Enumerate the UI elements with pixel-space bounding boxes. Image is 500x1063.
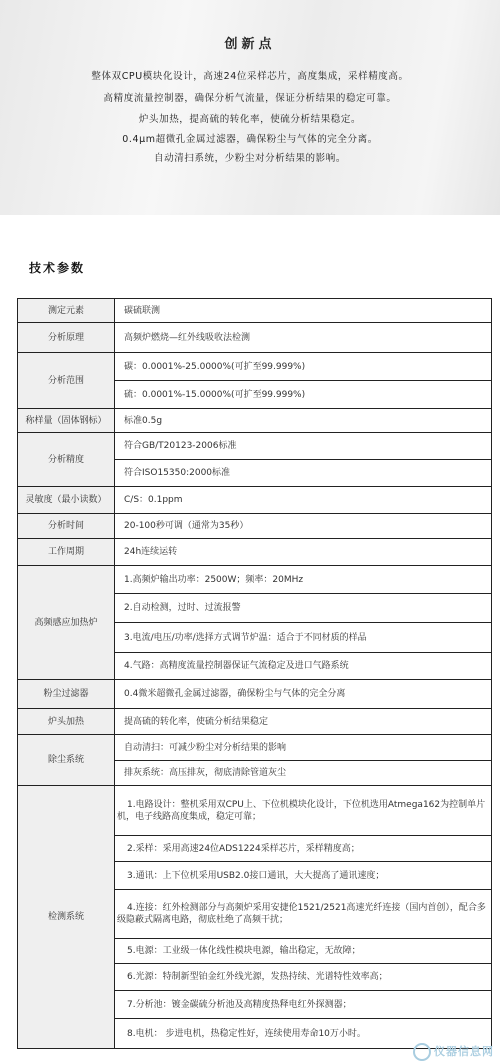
table-row	[18, 539, 492, 566]
spec-value: 提高硫的转化率，使硫分析结果稳定	[115, 709, 492, 735]
table-row	[18, 353, 492, 381]
spec-value: 1.电路设计：整机采用双CPU上、下位机模块化设计，下位机选用Atmega162为控制单片机，电子线路高度集成，稳定可靠；	[115, 786, 492, 836]
spec-value: 4.连接：红外检测部分与高频炉采用安捷伦1521/2521高速光纤连接（国内首创），配合多级隐蔽式隔离电路，彻底杜绝了高频干扰；	[115, 890, 492, 939]
spec-key: 测定元素	[18, 299, 115, 323]
table-row	[18, 566, 492, 594]
spec-value: 2.采样：采用高速24位ADS1224采样芯片，采样精度高；	[115, 836, 492, 862]
spec-key: 分析精度	[18, 433, 115, 487]
spec-key: 灵敏度（最小读数）	[18, 487, 115, 514]
spec-key: 分析时间	[18, 514, 115, 539]
spec-value: 24h连续运转	[115, 539, 492, 566]
spec-value: 符合ISO15350:2000标准	[115, 460, 492, 487]
hero-line: 0.4μm超微孔金属过滤器，确保粉尘与气体的完全分离。	[122, 134, 378, 145]
spec-value: 标准0.5g	[115, 409, 492, 433]
table-row	[18, 680, 492, 709]
table-row	[18, 299, 492, 323]
watermark-logo-icon	[413, 1043, 431, 1061]
spec-key: 粉尘过滤器	[18, 680, 115, 709]
hero-banner	[0, 0, 500, 215]
spec-value: 1.高频炉输出功率：2500W；频率：20MHz	[115, 566, 492, 594]
spec-value: 5.电源：工业级一体化线性模块电源，输出稳定，无故障；	[115, 939, 492, 964]
spec-value: 碳硫联测	[115, 299, 492, 323]
spec-key: 高频感应加热炉	[18, 566, 115, 680]
watermark-text: 仪器信息网	[434, 1045, 494, 1058]
table-row	[18, 433, 492, 460]
spec-key: 称样量（固体钢标）	[18, 409, 115, 433]
spec-key: 分析原理	[18, 323, 115, 353]
spec-value: 7.分析池：镀金碳硫分析池及高精度热释电红外探测器；	[115, 991, 492, 1019]
spec-value: 2.自动检测，过时、过流报警	[115, 594, 492, 623]
spec-table	[17, 298, 492, 1049]
spec-value: 碳：0.0001%-25.0000%(可扩至99.999%)	[115, 353, 492, 381]
table-row	[18, 514, 492, 539]
table-row	[18, 487, 492, 514]
spec-value: 8.电机： 步进电机，热稳定性好，连续使用寿命10万小时。	[115, 1019, 492, 1049]
table-row	[18, 709, 492, 735]
spec-key: 炉头加热	[18, 709, 115, 735]
spec-value: 0.4微米超微孔金属过滤器，确保粉尘与气体的完全分离	[115, 680, 492, 709]
spec-key: 工作周期	[18, 539, 115, 566]
hero-line: 自动清扫系统，少粉尘对分析结果的影响。	[154, 153, 346, 164]
spec-value: 排灰系统：高压排灰，彻底清除管道灰尘	[115, 761, 492, 786]
section-title: 技术参数	[29, 261, 86, 275]
spec-value: 自动清扫：可减少粉尘对分析结果的影响	[115, 735, 492, 761]
hero-line: 整体双CPU模块化设计，高速24位采样芯片，高度集成，采样精度高。	[91, 71, 409, 82]
table-row	[18, 323, 492, 353]
table-row	[18, 786, 492, 836]
spec-value: 符合GB/T20123-2006标准	[115, 433, 492, 460]
spec-value: 3.电流/电压/功率/选择方式调节炉温：适合于不同材质的样品	[115, 623, 492, 653]
spec-key: 分析范围	[18, 353, 115, 409]
spec-value: 3.通讯：上下位机采用USB2.0接口通讯，大大提高了通讯速度；	[115, 862, 492, 890]
spec-key: 检测系统	[18, 786, 115, 1049]
spec-value: 20-100秒可调（通常为35秒）	[115, 514, 492, 539]
spec-value: 4.气路：高精度流量控制器保证气流稳定及进口气路系统	[115, 653, 492, 680]
spec-value: 硫：0.0001%-15.0000%(可扩至99.999%)	[115, 381, 492, 409]
table-row	[18, 409, 492, 433]
hero-line: 高精度流量控制器，确保分析气流量，保证分析结果的稳定可靠。	[103, 93, 397, 104]
table-row	[18, 735, 492, 761]
spec-key: 除尘系统	[18, 735, 115, 786]
watermark	[413, 1043, 494, 1061]
hero-title: 创新点	[224, 37, 276, 52]
spec-value: C/S：0.1ppm	[115, 487, 492, 514]
hero-line: 炉头加热，提高硫的转化率，使硫分析结果稳定。	[138, 114, 362, 125]
spec-value: 高频炉燃烧—红外线吸收法检测	[115, 323, 492, 353]
spec-value: 6.光源：特制新型铂金红外线光源，发热持续、光谱特性效率高；	[115, 964, 492, 991]
